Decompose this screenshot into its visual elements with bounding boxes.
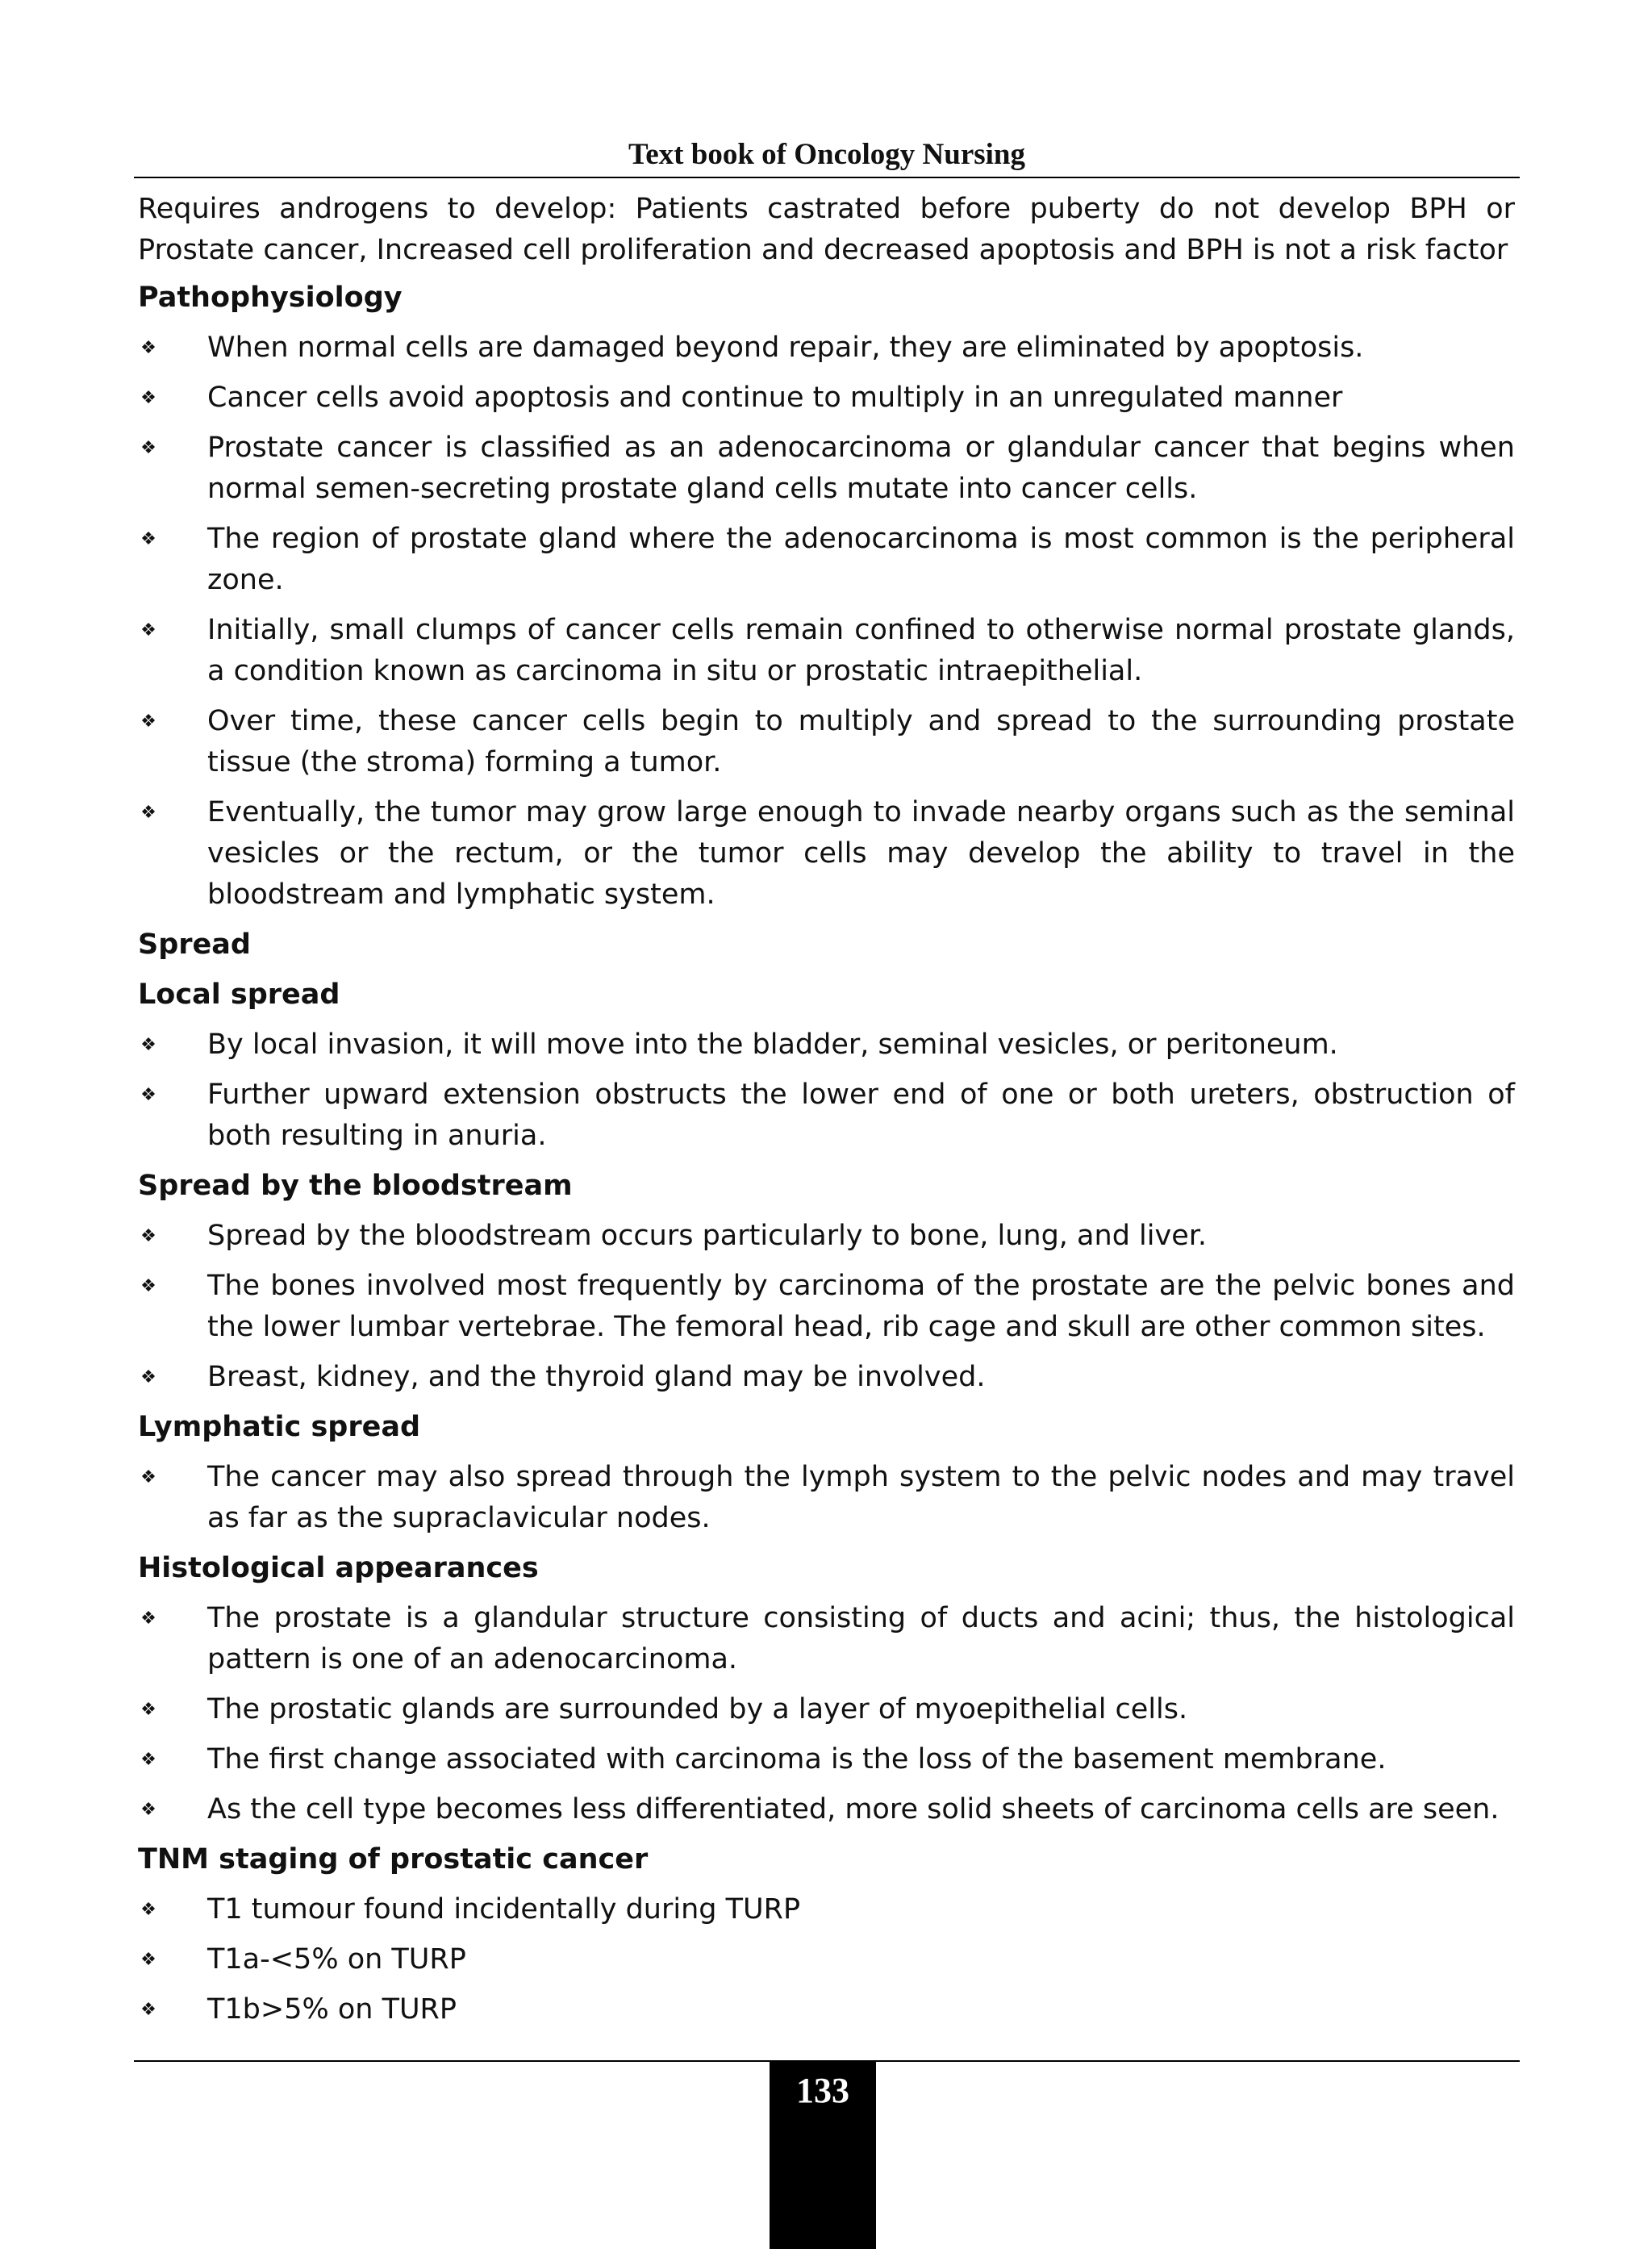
list-item <box>138 428 1515 510</box>
blood-spread-list <box>138 1216 1515 1398</box>
list-item-text: T1a-<5% on TURP <box>207 1943 466 1976</box>
diamond-bullet-icon: ❖ <box>140 1367 156 1387</box>
heading-tnm-staging: TNM staging of prostatic cancer <box>138 1843 649 1876</box>
list-item <box>138 610 1515 692</box>
list-item <box>138 1789 1515 1830</box>
diamond-bullet-icon: ❖ <box>140 1750 156 1770</box>
list-item <box>138 1074 1515 1157</box>
list-item <box>138 378 1515 419</box>
list-item <box>138 1357 1515 1398</box>
list-item-text: Cancer cells avoid apoptosis and continue to multiply in an unregulated manner <box>207 382 1343 414</box>
diamond-bullet-icon: ❖ <box>140 1226 156 1246</box>
list-item-text: Prostate cancer is classified as an adenocarcinoma or glandular cancer that begins when normal semen-secreting prostate gland cells mutate into cancer cells. <box>207 432 1515 505</box>
list-item <box>138 1989 1515 2030</box>
list-item-text: When normal cells are damaged beyond repair, they are eliminated by apoptosis. <box>207 332 1364 364</box>
list-item-text: The bones involved most frequently by carcinoma of the prostate are the pelvic bones and the lower lumbar vertebrae. The femoral head, rib cage and skull are other common sites. <box>207 1270 1515 1343</box>
diamond-bullet-icon: ❖ <box>140 2000 156 2020</box>
list-item-text: Over time, these cancer cells begin to multiply and spread to the surrounding prostate tissue (the stroma) forming a tumor. <box>207 705 1515 778</box>
page-number-box <box>770 2062 876 2249</box>
heading-spread: Spread <box>138 928 251 961</box>
list-item-text: As the cell type becomes less differentiated, more solid sheets of carcinoma cells are seen. <box>207 1793 1500 1825</box>
list-item <box>138 1457 1515 1539</box>
pathophysiology-list <box>138 328 1515 916</box>
list-item <box>138 792 1515 916</box>
diamond-bullet-icon: ❖ <box>140 1276 156 1296</box>
list-item-text: Spread by the bloodstream occurs particularly to bone, lung, and liver. <box>207 1220 1208 1252</box>
list-item-text: Eventually, the tumor may grow large enough to invade nearby organs such as the seminal vesicles or the rectum, or the tumor cells may develop the ability to travel in the bloodstream and lymphatic system. <box>207 796 1515 911</box>
list-item-text: The prostate is a glandular structure consisting of ducts and acini; thus, the histological pattern is one of an adenocarcinoma. <box>207 1602 1515 1675</box>
list-item <box>138 519 1515 601</box>
heading-local-spread: Local spread <box>138 978 340 1011</box>
list-item <box>138 328 1515 369</box>
diamond-bullet-icon: ❖ <box>140 803 156 823</box>
list-item <box>138 1024 1515 1066</box>
list-item-text: T1 tumour found incidentally during TURP <box>207 1893 801 1926</box>
list-item <box>138 1939 1515 1980</box>
diamond-bullet-icon: ❖ <box>140 529 156 549</box>
list-item-text: By local invasion, it will move into the bladder, seminal vesicles, or peritoneum. <box>207 1029 1338 1061</box>
diamond-bullet-icon: ❖ <box>140 620 156 640</box>
page-number: 133 <box>796 2071 849 2110</box>
diamond-bullet-icon: ❖ <box>140 388 156 408</box>
diamond-bullet-icon: ❖ <box>140 438 156 458</box>
list-item <box>138 1598 1515 1680</box>
header-rule <box>134 177 1520 178</box>
heading-blood-spread: Spread by the bloodstream <box>138 1170 573 1202</box>
list-item <box>138 1889 1515 1930</box>
local-spread-list <box>138 1024 1515 1157</box>
list-item <box>138 1689 1515 1730</box>
list-item <box>138 1216 1515 1257</box>
list-item <box>138 1266 1515 1348</box>
diamond-bullet-icon: ❖ <box>140 338 156 358</box>
list-item-text: T1b>5% on TURP <box>207 1993 457 2026</box>
list-item-text: The cancer may also spread through the lymph system to the pelvic nodes and may travel as far as the supraclavicular nodes. <box>207 1461 1515 1534</box>
list-item-text: Further upward extension obstructs the lower end of one or both ureters, obstruction of both resulting in anuria. <box>207 1079 1515 1152</box>
tnm-list <box>138 1889 1515 2030</box>
page-body <box>138 189 1515 2039</box>
histology-list <box>138 1598 1515 1830</box>
diamond-bullet-icon: ❖ <box>140 1900 156 1920</box>
diamond-bullet-icon: ❖ <box>140 711 156 732</box>
heading-lymphatic-spread: Lymphatic spread <box>138 1411 421 1443</box>
diamond-bullet-icon: ❖ <box>140 1609 156 1629</box>
lymphatic-spread-list <box>138 1457 1515 1539</box>
diamond-bullet-icon: ❖ <box>140 1800 156 1820</box>
list-item <box>138 1739 1515 1780</box>
intro-paragraph: Requires androgens to develop: Patients castrated before puberty do not develop BPH or Prostate cancer, Increased cell proliferation and decreased apoptosis and BPH is not a risk factor <box>138 193 1515 266</box>
list-item <box>138 701 1515 783</box>
running-head: Text book of Oncology Nursing <box>628 138 1026 171</box>
list-item-text: The prostatic glands are surrounded by a layer of myoepithelial cells. <box>207 1693 1188 1725</box>
list-item-text: Initially, small clumps of cancer cells remain confined to otherwise normal prostate glands, a condition known as carcinoma in situ or prostatic intraepithelial. <box>207 614 1515 687</box>
heading-histology: Histological appearances <box>138 1552 539 1584</box>
list-item-text: The first change associated with carcinoma is the loss of the basement membrane. <box>207 1743 1387 1775</box>
heading-pathophysiology: Pathophysiology <box>138 282 403 314</box>
list-item-text: The region of prostate gland where the adenocarcinoma is most common is the peripheral zone. <box>207 523 1515 596</box>
diamond-bullet-icon: ❖ <box>140 1467 156 1488</box>
diamond-bullet-icon: ❖ <box>140 1950 156 1970</box>
list-item-text: Breast, kidney, and the thyroid gland may be involved. <box>207 1361 986 1393</box>
diamond-bullet-icon: ❖ <box>140 1035 156 1055</box>
diamond-bullet-icon: ❖ <box>140 1085 156 1105</box>
diamond-bullet-icon: ❖ <box>140 1700 156 1720</box>
